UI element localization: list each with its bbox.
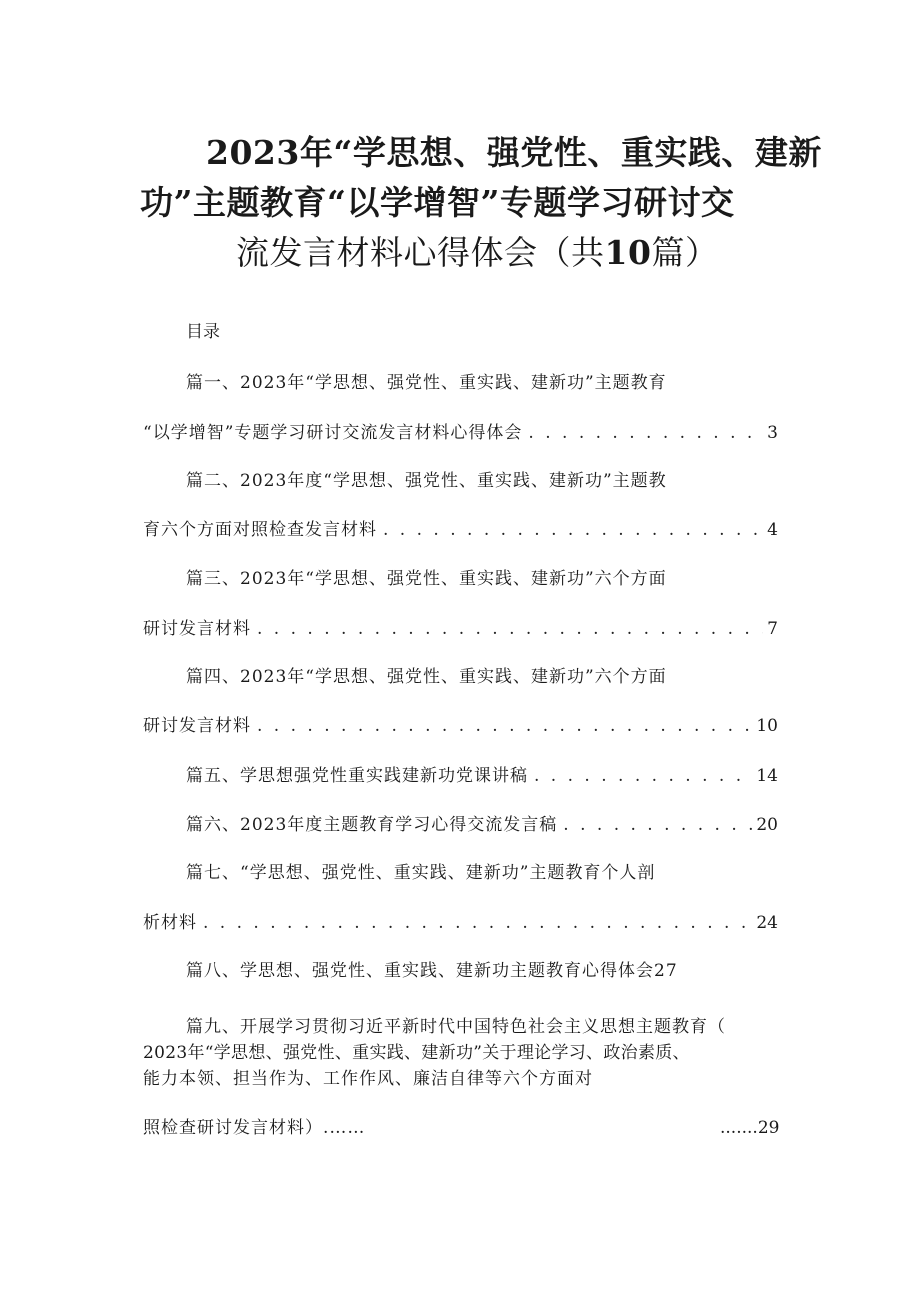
toc-entry-5-text: 篇五、学思想强党性重实践建新功党课讲稿 [186, 766, 528, 786]
dot-leader [203, 910, 752, 936]
toc-entry-6-text: 篇六、2023年度主题教育学习心得交流发言稿 [186, 815, 558, 835]
toc-entry-9-line-1[interactable]: 篇九、开展学习贯彻习近平新时代中国特色社会主义思想主题教育（ [186, 1017, 726, 1037]
toc-entry-5[interactable] [186, 763, 778, 789]
dot-leader [257, 616, 763, 642]
dot-leader [534, 763, 752, 789]
toc-entry-2-page: 4 [767, 520, 778, 540]
toc-entry-3-line-2[interactable] [143, 616, 778, 642]
toc-entry-7-page: 24 [756, 913, 778, 933]
toc-entry-1-line-2[interactable] [143, 420, 778, 446]
toc-entry-9-line-4[interactable]: 照检查研讨发言材料）.…… [143, 1118, 366, 1138]
toc-entry-6[interactable] [186, 812, 778, 838]
toc-entry-8-page: 27 [654, 961, 678, 981]
toc-entry-8[interactable] [186, 958, 678, 984]
toc-entry-3-page: 7 [767, 619, 778, 639]
title-line-3: 流发言材料心得体会（共10篇） [236, 233, 719, 272]
toc-entry-2-text: 育六个方面对照检查发言材料 [143, 520, 377, 540]
dot-leader [383, 517, 763, 543]
title-line-2: 功”主题教育“以学增智”专题学习研讨交 [140, 183, 735, 222]
toc-heading: 目录 [186, 322, 220, 342]
toc-entry-3-line-1[interactable]: 篇三、2023年“学思想、强党性、重实践、建新功”六个方面 [186, 569, 667, 589]
toc-entry-3-text: 研讨发言材料 [143, 619, 251, 639]
toc-entry-2-line-2[interactable] [143, 517, 778, 543]
toc-entry-1-line-1[interactable]: 篇一、2023年“学思想、强党性、重实践、建新功”主题教育 [186, 373, 667, 393]
toc-entry-7-line-1[interactable]: 篇七、“学思想、强党性、重实践、建新功”主题教育个人剖 [186, 863, 656, 883]
toc-entry-7-line-2[interactable] [143, 910, 778, 936]
toc-entry-9-page: .......29 [720, 1118, 780, 1138]
toc-entry-7-text: 析材料 [143, 913, 197, 933]
toc-entry-4-line-1[interactable]: 篇四、2023年“学思想、强党性、重实践、建新功”六个方面 [186, 667, 667, 687]
dot-leader [257, 713, 752, 739]
dot-leader [563, 812, 752, 838]
title-line-1: 2023年“学思想、强党性、重实践、建新 [206, 133, 822, 172]
toc-entry-4-line-2[interactable] [143, 713, 778, 739]
toc-entry-9-line-2[interactable]: 2023年“学思想、强党性、重实践、建新功”关于理论学习、政治素质、 [143, 1043, 690, 1063]
toc-entry-4-page: 10 [756, 716, 778, 736]
toc-entry-8-text: 篇八、学思想、强党性、重实践、建新功主题教育心得体会 [186, 961, 654, 981]
toc-entry-2-line-1[interactable]: 篇二、2023年度“学思想、强党性、重实践、建新功”主题教 [186, 471, 667, 491]
toc-entry-1-page: 3 [767, 423, 778, 443]
toc-entry-5-page: 14 [756, 766, 778, 786]
toc-entry-4-text: 研讨发言材料 [143, 716, 251, 736]
dot-leader [528, 420, 763, 446]
toc-entry-9-line-3[interactable]: 能力本领、担当作为、工作作风、廉洁自律等六个方面对 [143, 1069, 593, 1089]
toc-entry-1-text: “以学增智”专题学习研讨交流发言材料心得体会 [143, 423, 523, 443]
toc-entry-6-page: 20 [756, 815, 778, 835]
